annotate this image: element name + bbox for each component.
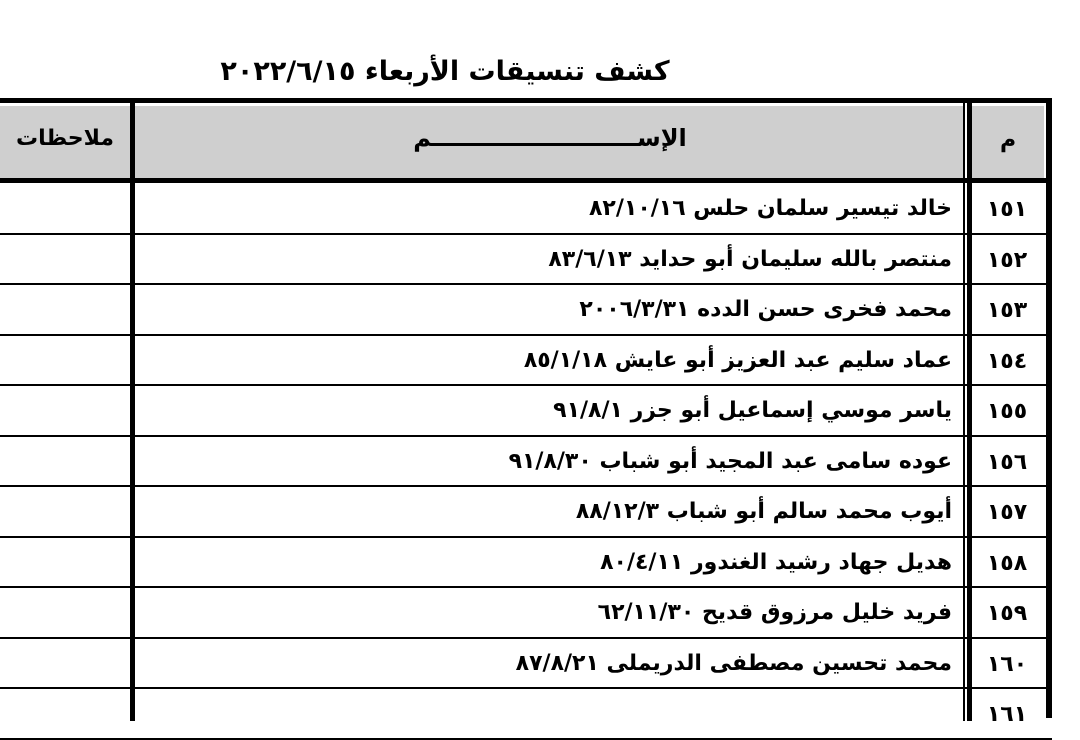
row-number: ١٥٣ (986, 298, 1028, 323)
row-number: ١٥٩ (986, 601, 1028, 626)
header-bottom-border (0, 178, 1052, 183)
row-divider (0, 334, 1052, 336)
row-number: ١٥٤ (986, 349, 1028, 374)
col-separator-notes (130, 101, 135, 721)
row-divider (0, 687, 1052, 689)
row-divider (0, 283, 1052, 285)
row-name: خالد تيسير سلمان حلس ٨٢/١٠/١٦ (589, 196, 952, 221)
header-number: م (999, 128, 1017, 153)
row-divider (0, 485, 1052, 487)
page-title: كشف تنسيقات الأربعاء ٢٠٢٢/٦/١٥ (220, 56, 670, 87)
row-name: أيوب محمد سالم أبو شباب ٨٨/١٢/٣ (575, 499, 952, 524)
row-name: عوده سامى عبد المجيد أبو شباب ٩١/٨/٣٠ (508, 449, 952, 474)
row-number: ١٦٠ (986, 652, 1028, 677)
header-name: الإســـــــــــــــــــــــــم (413, 124, 687, 152)
table-right-border (1046, 98, 1052, 718)
row-name: عماد سليم عبد العزيز أبو عايش ٨٥/١/١٨ (523, 348, 952, 373)
row-number: ١٥٦ (986, 450, 1028, 475)
row-number: ١٥٥ (986, 399, 1028, 424)
row-name: ياسر موسي إسماعيل أبو جزر ٩١/٨/١ (553, 398, 952, 423)
row-number: ١٥٧ (986, 500, 1028, 525)
col-separator-number-thin (963, 101, 965, 721)
row-number: ١٦١ (986, 702, 1028, 727)
row-name: هديل جهاد رشيد الغندور ٨٠/٤/١١ (600, 550, 952, 575)
header-notes: ملاحظات (16, 126, 114, 151)
row-divider (0, 586, 1052, 588)
row-number: ١٥٢ (986, 248, 1028, 273)
row-divider (0, 435, 1052, 437)
row-name: محمد تحسين مصطفى الدريملى ٨٧/٨/٢١ (515, 651, 952, 676)
row-divider (0, 384, 1052, 386)
row-divider (0, 233, 1052, 235)
table-top-border (0, 98, 1052, 103)
row-name: منتصر بالله سليمان أبو حدايد ٨٣/٦/١٣ (548, 247, 952, 272)
row-number: ١٥٨ (986, 551, 1028, 576)
row-name: فريد خليل مرزوق قديح ٦٢/١١/٣٠ (597, 600, 952, 625)
row-divider (0, 536, 1052, 538)
row-number: ١٥١ (986, 197, 1028, 222)
row-divider (0, 637, 1052, 639)
row-name: محمد فخرى حسن الدده ٢٠٠٦/٣/٣١ (579, 297, 952, 322)
